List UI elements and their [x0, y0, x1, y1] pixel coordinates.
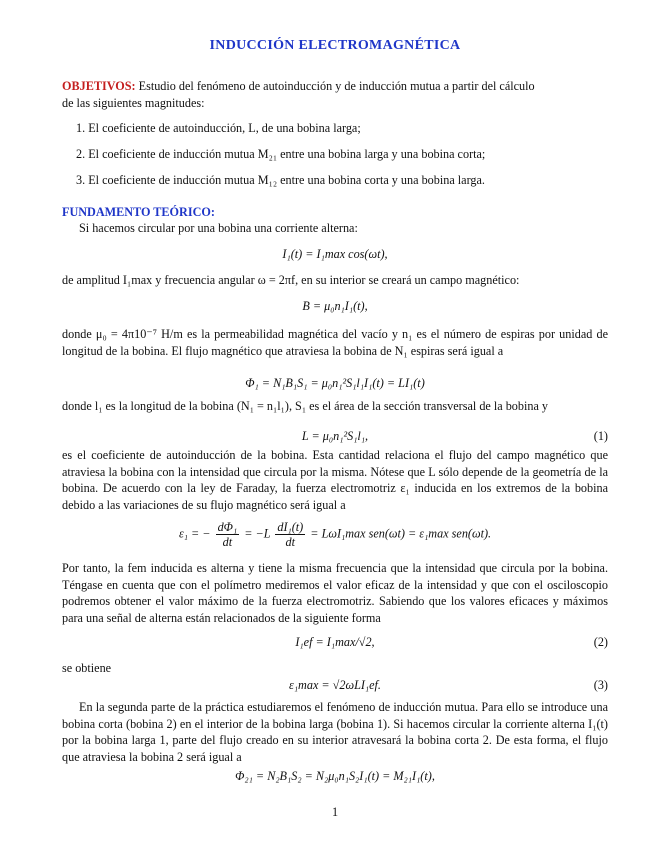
equation-mutual: Φ₂₁ = N₂B₁S₂ = N₂μ₀n₁S₂I₁(t) = M₂₁I₁(t),: [235, 769, 435, 783]
list-item: 3. El coeficiente de inducción mutua M₁₂ entre una bobina corta y una bobina larga.: [76, 173, 485, 187]
emf-fraction-1-numerator: dΦ₁: [217, 520, 238, 534]
list-item: 1. El coeficiente de autoinducción, L, de una bobina larga;: [76, 121, 361, 135]
paragraph-8-text: En la segunda parte de la práctica estudiaremos el fenómeno de inducción mutua. Para ello se introduce una bobina corta (bobina 2) en el interior de la bobina larga (bobina 1). Si hacemos circular la corriente alterna I₁(t) por la bobina larga 1, parte del flujo creado en su interior atravesará la bobina corta 2. De esta forma, el flujo que atraviesa la bobina 2 será igual a: [62, 700, 608, 764]
page-title: INDUCCIÓN ELECTROMAGNÉTICA: [209, 38, 461, 53]
objetivos-paragraph: [62, 78, 608, 111]
paragraph-1: Si hacemos circular por una bobina una corriente alterna:: [79, 221, 358, 235]
paragraph-3-text: donde μ₀ = 4π10⁻⁷ H/m es la permeabilidad magnética del vacío y n₁ es el número de espiras por unidad de longitud de la bobina. El flujo magnético que atraviesa la bobina de N₁ espiras será igual a: [62, 327, 608, 358]
paragraph-4: [62, 398, 608, 415]
fundamento-heading: FUNDAMENTO TEÓRICO:: [62, 205, 215, 219]
objetivos-heading: OBJETIVOS:: [62, 79, 136, 93]
emf-fraction-2: [275, 520, 305, 549]
equation-2-number: (2): [593, 635, 608, 649]
equation-field: B = μ₀n₁I₁(t),: [302, 299, 368, 313]
emf-right: = LωI₁max sen(ωt) = ε₁max sen(ωt).: [310, 526, 492, 541]
emf-mid: = −L: [244, 526, 271, 541]
paragraph-6: [62, 560, 608, 626]
emf-left: ε₁ = −: [178, 526, 211, 541]
emf-fraction-2-denominator: dt: [285, 535, 296, 549]
equation-3-body: ε₁max = √2ωLI₁ef.: [289, 678, 381, 692]
equation-3: [62, 677, 608, 694]
paragraph-4-text: donde l₁ es la longitud de la bobina (N₁ = n₁l₁), S₁ es el área de la sección transversal de la bobina y: [62, 399, 549, 413]
equation-2-body: I₁ef = I₁max/√2,: [295, 635, 375, 649]
paragraph-7: se obtiene: [62, 661, 112, 675]
page-number: 1: [331, 805, 339, 819]
equation-current: I₁(t) = I₁max cos(ωt),: [282, 247, 388, 261]
equation-emf: [62, 520, 608, 549]
equation-2: [62, 634, 608, 651]
paragraph-5-text: es el coeficiente de autoinducción de la bobina. Esta cantidad relaciona el flujo del campo magnético que atraviesa la bobina con la intensidad que circula por la misma. Nótese que L sólo depende de la geometría de la bobina. De acuerdo con la ley de Faraday, la fuerza electromotriz ε₁ inducida en los extremos de la bobina debido a las variaciones de su flujo magnético será igual a: [62, 448, 608, 512]
paragraph-3: [62, 326, 608, 359]
equation-1-body: L = μ₀n₁²S₁l₁,: [301, 429, 369, 443]
emf-fraction-1: [216, 520, 240, 549]
equation-1: [62, 428, 608, 445]
paragraph-5: [62, 447, 608, 513]
emf-fraction-1-denominator: dt: [222, 535, 233, 549]
paragraph-2: de amplitud I₁max y frecuencia angular ω = 2πf, en su interior se creará un campo magnético:: [62, 273, 520, 287]
paragraph-8: [62, 699, 608, 765]
paragraph-6-text: Por tanto, la fem inducida es alterna y tiene la misma frecuencia que la intensidad que circula por la bobina. Téngase en cuenta que con el polímetro mediremos el valor eficaz de la intensidad y que con el osciloscopio podremos obtener el valor máximo de la fuerza electromotriz. Sabiendo que los valores eficaces y máximos para una señal de alterna están relacionados de la siguiente forma: [62, 561, 608, 625]
objetivos-line2: de las siguientes magnitudes:: [62, 95, 205, 110]
list-item: 2. El coeficiente de inducción mutua M₂₁ entre una bobina larga y una bobina corta;: [76, 147, 486, 161]
equation-1-number: (1): [593, 429, 608, 443]
equation-flux: Φ₁ = N₁B₁S₁ = μ₀n₁²S₁l₁I₁(t) = LI₁(t): [245, 376, 425, 390]
emf-fraction-2-numerator: dI₁(t): [277, 520, 304, 534]
objetivos-line1: Estudio del fenómeno de autoinducción y de inducción mutua a partir del cálculo: [138, 79, 535, 93]
equation-3-number: (3): [593, 678, 608, 692]
